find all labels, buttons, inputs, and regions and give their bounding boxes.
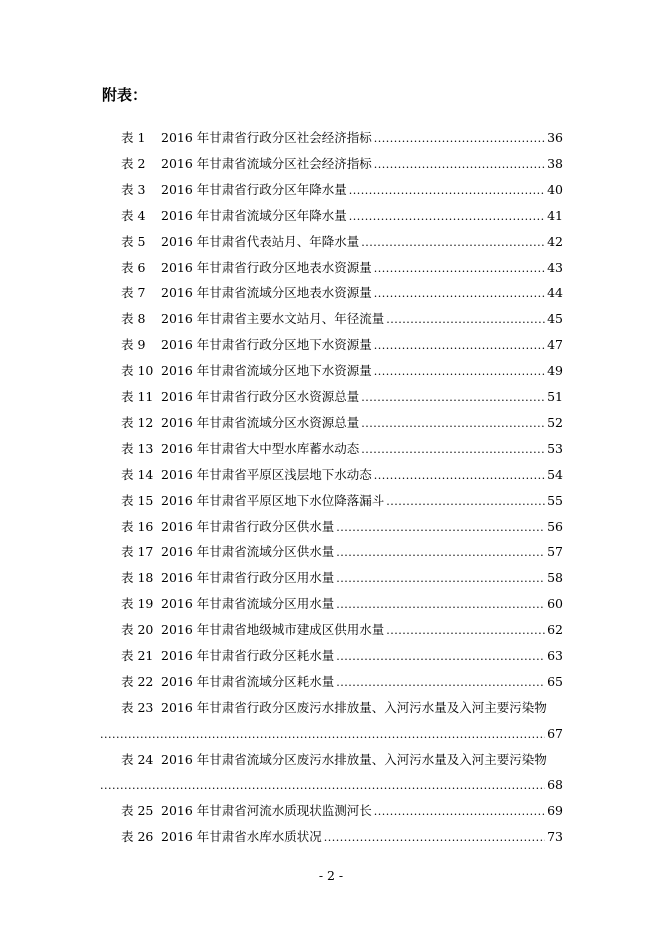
toc-leader-dots	[386, 621, 545, 641]
toc-entry-label: 表 12	[121, 414, 154, 430]
toc-entry-page: 68	[547, 777, 563, 793]
toc-entry-title: 2016 年甘肃省主要水文站月、年径流量	[161, 311, 385, 327]
toc-leader-dots	[100, 776, 545, 796]
toc-leader-dots	[336, 569, 545, 589]
toc-leader-dots	[361, 440, 545, 460]
toc-entry-label: 表 16	[121, 518, 154, 534]
toc-leader-dots	[374, 802, 545, 822]
toc-entry-label: 表 1	[121, 130, 146, 145]
toc-entry-label: 表 25	[121, 803, 154, 819]
toc-entry-title: 2016 年甘肃省行政分区地表水资源量	[161, 259, 372, 275]
toc-entry-page: 41	[547, 207, 563, 223]
toc-leader-dots	[361, 233, 545, 253]
toc-entry-title: 2016 年甘肃省平原区浅层地下水动态	[161, 466, 372, 482]
toc-entry-page: 36	[547, 130, 563, 145]
toc-leader-dots	[374, 155, 545, 175]
toc-entry-page: 62	[547, 622, 563, 638]
toc-entry-title: 2016 年甘肃省流域分区供水量	[161, 544, 335, 560]
toc-entry-title: 2016 年甘肃省流域分区水资源总量	[161, 414, 360, 430]
toc-entry-page: 44	[547, 285, 563, 301]
toc-leader-dots	[336, 673, 545, 693]
toc-entry-title: 2016 年甘肃省行政分区社会经济指标	[161, 130, 372, 145]
toc-entry-label: 表 23	[121, 699, 154, 715]
toc-leader-dots	[349, 207, 545, 227]
toc-entry-page: 55	[547, 492, 563, 508]
toc-entry-page: 63	[547, 648, 563, 663]
toc-leader-dots	[374, 362, 545, 382]
toc-entry-label: 表 2	[121, 155, 146, 171]
toc-entry-page: 52	[547, 414, 563, 430]
toc-entry-title: 2016 年甘肃省流域分区地下水资源量	[161, 363, 372, 379]
toc-entry-label: 表 7	[121, 285, 146, 301]
toc-leader-dots	[386, 310, 545, 330]
toc-entry-title: 2016 年甘肃省行政分区供水量	[161, 518, 335, 534]
toc-entry-page: 67	[547, 725, 563, 741]
toc-entry-label: 表 3	[121, 181, 146, 197]
toc-entry-label: 表 24	[121, 751, 154, 767]
toc-entry-label: 表 19	[121, 596, 154, 612]
toc-leader-dots	[336, 543, 545, 563]
toc-leader-dots	[324, 828, 545, 848]
toc-entry-label: 表 15	[121, 492, 154, 508]
toc-entry-title: 2016 年甘肃省行政分区废污水排放量、入河污水量及入河主要污染物	[161, 699, 547, 715]
toc-leader-dots	[336, 595, 545, 615]
toc-entry-page: 43	[547, 259, 563, 275]
toc-entry-title: 2016 年甘肃省流域分区废污水排放量、入河污水量及入河主要污染物	[161, 751, 547, 767]
toc-entry-label: 表 5	[121, 233, 146, 249]
toc-entry-page: 65	[547, 673, 563, 689]
toc-entry-title: 2016 年甘肃省流域分区社会经济指标	[161, 155, 372, 171]
toc-entry-page: 60	[547, 596, 563, 612]
toc-entry-title: 2016 年甘肃省行政分区年降水量	[161, 181, 347, 197]
toc-entry-page: 47	[547, 337, 563, 353]
toc-entry-title: 2016 年甘肃省大中型水库蓄水动态	[161, 440, 360, 456]
toc-entry-page: 73	[547, 829, 563, 845]
toc-entry-label: 表 20	[121, 622, 154, 638]
toc-entry-title: 2016 年甘肃省平原区地下水位降落漏斗	[161, 492, 385, 508]
toc-entry-label: 表 21	[121, 648, 154, 663]
toc-entry-title: 2016 年甘肃省水库水质状况	[161, 829, 322, 845]
toc-entry-label: 表 9	[121, 337, 146, 353]
toc-leader-dots	[349, 181, 545, 201]
toc-entry-page: 42	[547, 233, 563, 249]
toc-entry-title: 2016 年甘肃省行政分区水资源总量	[161, 389, 360, 404]
toc-leader-dots	[336, 518, 545, 538]
toc-leader-dots	[361, 388, 545, 408]
toc-leader-dots	[100, 725, 545, 745]
toc-leader-dots	[374, 259, 545, 279]
toc-entry-label: 表 11	[121, 389, 154, 404]
toc-entry-page: 40	[547, 181, 563, 197]
toc-entry-title: 2016 年甘肃省行政分区耗水量	[161, 648, 335, 663]
page-number: - 2 -	[318, 868, 344, 883]
toc-entry-label: 表 17	[121, 544, 154, 560]
toc-entry-title: 2016 年甘肃省行政分区用水量	[161, 570, 335, 586]
toc-leader-dots	[336, 647, 545, 667]
toc-entry-label: 表 22	[121, 673, 154, 689]
toc-entry-label: 表 26	[121, 829, 154, 845]
toc-leader-dots	[386, 492, 545, 512]
toc-entry-label: 表 18	[121, 570, 154, 586]
toc-entry-label: 表 8	[121, 311, 146, 327]
toc-entry-page: 53	[547, 440, 563, 456]
toc-entry-title: 2016 年甘肃省地级城市建成区供用水量	[161, 622, 385, 638]
toc-entry-title: 2016 年甘肃省河流水质现状监测河长	[161, 803, 372, 819]
toc-entry-title: 2016 年甘肃省流域分区年降水量	[161, 207, 347, 223]
toc-entry-page: 38	[547, 155, 563, 171]
toc-entry-title: 2016 年甘肃省行政分区地下水资源量	[161, 337, 372, 353]
toc-entry-page: 69	[547, 803, 563, 819]
toc-entry-page: 54	[547, 466, 563, 482]
toc-entry-title: 2016 年甘肃省流域分区用水量	[161, 596, 335, 612]
toc-entry-page: 58	[547, 570, 563, 586]
toc-entry-label: 表 4	[121, 207, 146, 223]
appendix-heading: 附表：	[102, 86, 148, 104]
toc-entry-page: 56	[547, 518, 563, 534]
toc-entry-page: 51	[547, 389, 563, 404]
toc-entry-title: 2016 年甘肃省流域分区地表水资源量	[161, 285, 372, 301]
toc-entry-label: 表 14	[121, 466, 154, 482]
toc-entry-title: 2016 年甘肃省流域分区耗水量	[161, 673, 335, 689]
toc-entry-label: 表 10	[121, 363, 154, 379]
toc-leader-dots	[361, 414, 545, 434]
toc-entry-title: 2016 年甘肃省代表站月、年降水量	[161, 233, 360, 249]
toc-leader-dots	[374, 336, 545, 356]
toc-entry-page: 45	[547, 311, 563, 327]
toc-entry-page: 49	[547, 363, 563, 379]
toc-entry-label: 表 6	[121, 259, 146, 275]
toc-leader-dots	[374, 129, 545, 149]
toc-leader-dots	[374, 466, 545, 486]
toc-entry-page: 57	[547, 544, 563, 560]
toc-leader-dots	[374, 284, 545, 304]
toc-entry-label: 表 13	[121, 440, 154, 456]
